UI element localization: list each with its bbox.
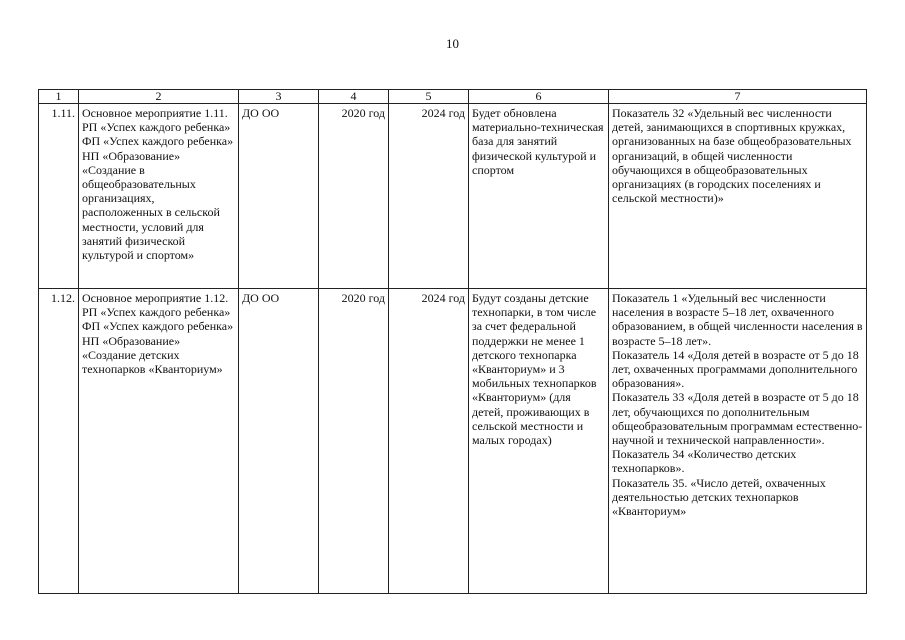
column-header: 6: [469, 90, 609, 104]
activities-table: [38, 89, 867, 594]
column-header: 1: [39, 90, 79, 104]
column-header: 2: [79, 90, 239, 104]
event-name: Основное мероприятие 1.12. РП «Успех каждого ребенка» ФП «Успех каждого ребенка» НП «Образование» «Создание детских технопарков «Кванториум»: [79, 289, 239, 594]
end-year: 2024 год: [389, 289, 469, 594]
indicator-text: Показатель 32 «Удельный вес численности детей, занимающихся в спортивных кружках, организованных на базе общеобразовательных организаций, в общей численности обучающихся в общеобразовательных организациях (в городских поселениях и сельской местности)»: [612, 106, 852, 206]
column-header: 7: [609, 90, 867, 104]
executor: ДО ОО: [239, 289, 319, 594]
expected-result: Будут созданы детские технопарки, в том числе за счет федеральной поддержки не менее 1 детского технопарка «Кванториум» и 3 мобильных технопарков «Кванториум» (для детей, проживающих в сельской местности и малых городах): [469, 289, 609, 594]
page-number: 10: [446, 36, 459, 51]
indicator-text: Показатель 1 «Удельный вес численности населения в возрасте 5–18 лет, охваченного образованием, в общей численности населения в возрасте 5–18 лет».: [612, 291, 863, 348]
indicator-text: Показатель 35. «Число детей, охваченных деятельностью детских технопарков «Кванториум»: [612, 475, 826, 519]
end-year: 2024 год: [389, 104, 469, 289]
column-header: 3: [239, 90, 319, 104]
row-number: 1.12.: [39, 289, 79, 594]
executor: ДО ОО: [239, 104, 319, 289]
indicator-text: Показатель 14 «Доля детей в возрасте от 5 до 18 лет, охваченных программами дополнительного образования».: [612, 347, 859, 391]
expected-result: Будет обновлена материально-техническая база для занятий физической культурой и спортом: [469, 104, 609, 289]
indicator-text: Показатель 34 «Количество детских технопарков».: [612, 447, 797, 476]
row-number: 1.11.: [39, 104, 79, 289]
column-header: 5: [389, 90, 469, 104]
indicators: [609, 104, 867, 289]
start-year: 2020 год: [319, 104, 389, 289]
start-year: 2020 год: [319, 289, 389, 594]
indicators: [609, 289, 867, 594]
table-row: [39, 289, 867, 594]
event-name: Основное мероприятие 1.11. РП «Успех каждого ребенка» ФП «Успех каждого ребенка» НП «Образование» «Создание в общеобразовательных организациях, расположенных в сельской местности, условий для занятий физической культурой и спортом»: [79, 104, 239, 289]
table-row: [39, 104, 867, 289]
indicator-text: Показатель 33 «Доля детей в возрасте от 5 до 18 лет, обучающихся по дополнительным общеобразовательным программам естественно-научной и технической направленности».: [612, 390, 863, 448]
table-header-row: [39, 90, 867, 104]
column-header: 4: [319, 90, 389, 104]
